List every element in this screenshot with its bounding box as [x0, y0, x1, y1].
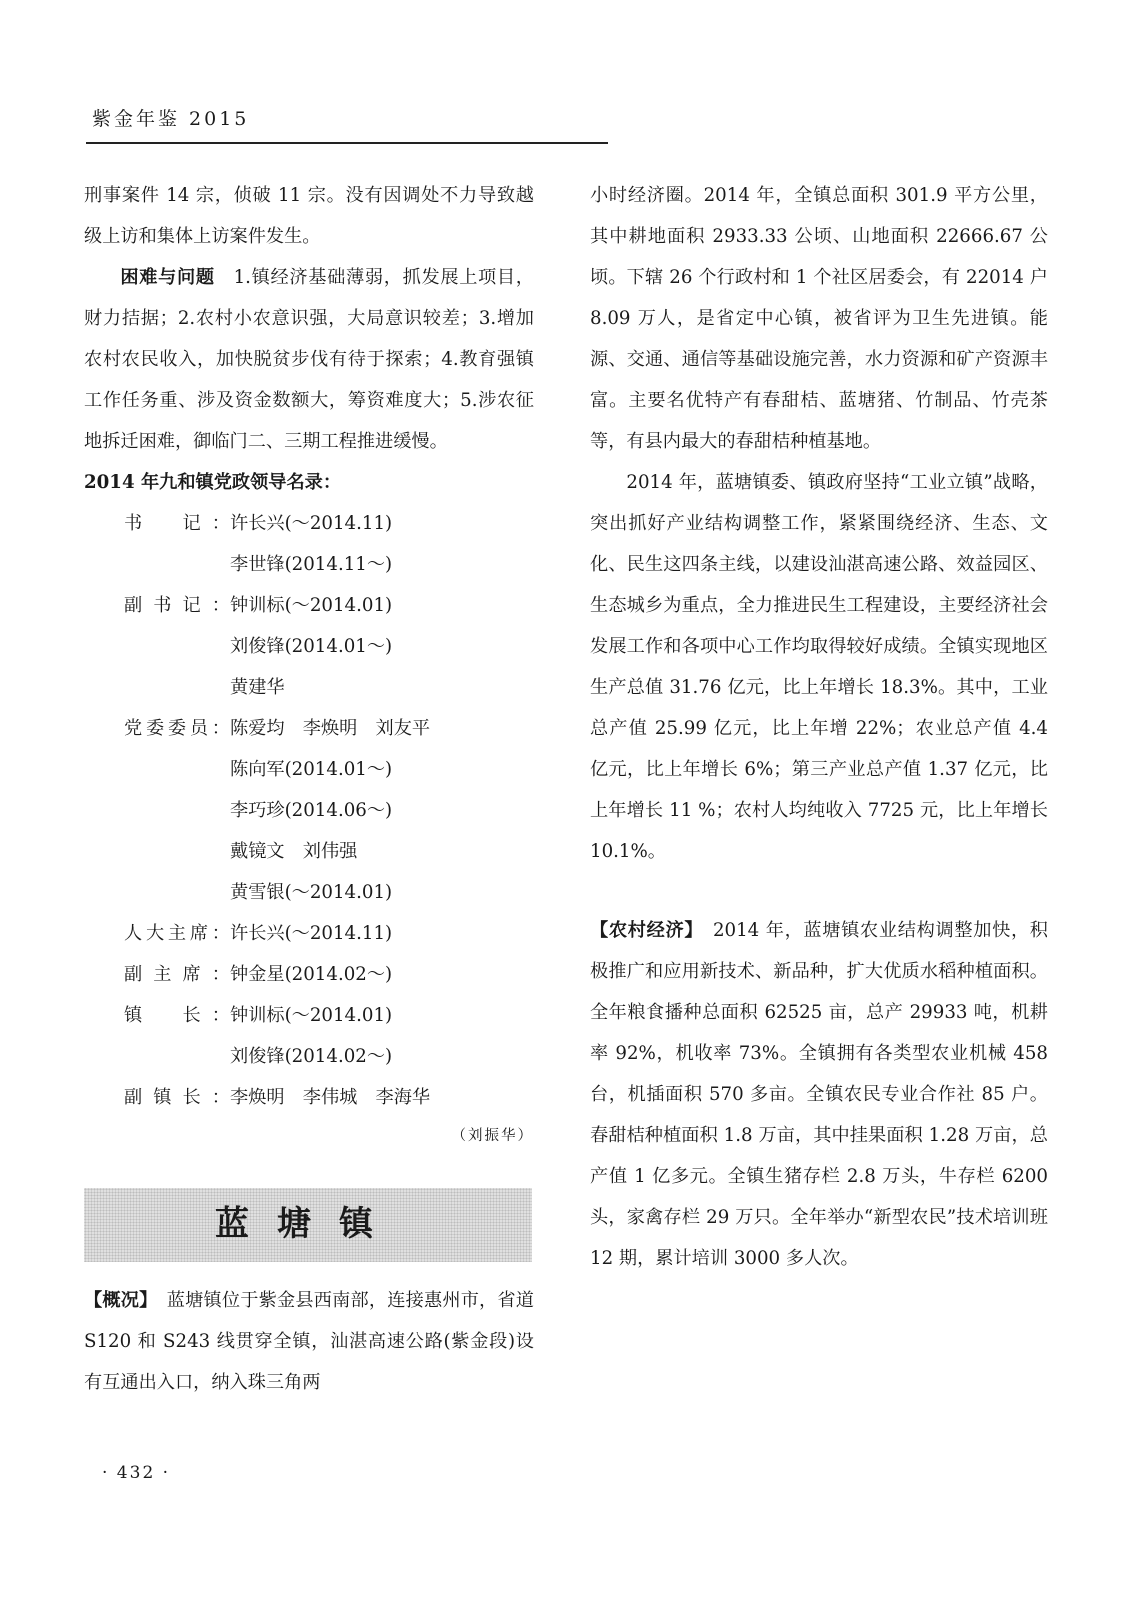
- paragraph-overview-continued: 小时经济圈。2014 年，全镇总面积 301.9 平方公里，其中耕地面积 2933.33 公顷、山地面积 22666.67 公顷。下辖 26 个行政村和 1 个社区居委会，有 22014 户 8.09 万人，是省定中心镇，被省评为卫生先进镇。能源、交通、通信等基础设施完善，水力资源和矿产资源丰富。主要名优特产有春甜桔、蓝塘猪、竹制品、竹壳茶等，有县内最大的春甜桔种植基地。: [590, 185, 1048, 452]
- roster-role: 副镇长：: [124, 1087, 230, 1108]
- roster-title: 2014 年九和镇党政领导名录：: [84, 472, 342, 493]
- roster-names: 钟训标(～2014.01): [230, 1005, 393, 1026]
- roster-names: 李焕明 李伟城 李海华: [230, 1087, 431, 1108]
- roster-names: 钟训标(～2014.01): [230, 595, 393, 616]
- paragraph-cases: 刑事案件 14 宗，侦破 11 宗。没有因调处不力导致越级上访和集体上访案件发生。: [84, 185, 534, 247]
- roster-row: [84, 585, 534, 626]
- author-credit: （刘振华）: [451, 1128, 534, 1144]
- roster-row: [84, 1077, 534, 1118]
- roster-continuation: 黄建华: [230, 677, 285, 698]
- paragraph-difficulties: [84, 257, 534, 462]
- roster-role: 人大主席：: [124, 923, 230, 944]
- paragraph-rural-economy: [590, 910, 1048, 1279]
- section-heading-box: [84, 1188, 532, 1262]
- difficulties-lead: 困难与问题: [120, 267, 215, 288]
- section-title: 蓝塘镇: [215, 1204, 401, 1244]
- roster-row: [84, 995, 534, 1036]
- roster-row: [84, 503, 534, 544]
- roster-role: 党委委员：: [124, 718, 230, 739]
- roster-row: [84, 913, 534, 954]
- roster-names: 许长兴(～2014.11): [230, 513, 393, 534]
- header-rule: [86, 142, 608, 144]
- paragraph-overview: [84, 1280, 534, 1403]
- paragraph-economy: 2014 年，蓝塘镇委、镇政府坚持“工业立镇”战略，突出抓好产业结构调整工作，紧紧围绕经济、生态、文化、民生这四条主线，以建设汕湛高速公路、效益园区、生态城乡为重点，全力推进民生工程建设，主要经济社会发展工作和各项中心工作均取得较好成绩。全镇实现地区生产总值 31.76 亿元，比上年增长 18.3%。其中，工业总产值 25.99 亿元，比上年增 22%；农业总产值 4.4 亿元，比上年增长 6%；第三产业总产值 1.37 亿元，比上年增长 11 %；农村人均纯收入 7725 元，比上年增长 10.1%。: [590, 472, 1048, 862]
- page-number: · 432 ·: [102, 1463, 171, 1483]
- roster-names: 许长兴(～2014.11): [230, 923, 393, 944]
- roster-continuation: 戴镜文 刘伟强: [230, 841, 358, 862]
- roster-role: 镇 长：: [124, 1005, 230, 1026]
- roster-continuation: 刘俊锋(2014.01～): [230, 636, 393, 657]
- left-column: [84, 175, 534, 1403]
- roster-names: 陈爱均 李焕明 刘友平: [230, 718, 431, 739]
- roster-continuation: 李巧珍(2014.06～): [230, 800, 393, 821]
- roster-names: 钟金星(2014.02～): [230, 964, 393, 985]
- overview-lead: 【概况】: [84, 1290, 149, 1311]
- paragraph-gap: [590, 872, 1048, 910]
- roster-continuation: 李世锋(2014.11～): [230, 554, 393, 575]
- running-header: 紫金年鉴 2015: [92, 108, 250, 130]
- roster-role: 书 记：: [124, 513, 230, 534]
- roster-row: [84, 954, 534, 995]
- right-column: [590, 175, 1048, 1279]
- overview-text: 蓝塘镇位于紫金县西南部，连接惠州市，省道 S120 和 S243 线贯穿全镇，汕湛高速公路(紫金段)设有互通出入口，纳入珠三角两: [84, 1290, 534, 1393]
- roster-continuation: 刘俊锋(2014.02～): [230, 1046, 393, 1067]
- roster-row: [84, 708, 534, 749]
- rural-economy-text: 2014 年，蓝塘镇农业结构调整加快，积极推广和应用新技术、新品种，扩大优质水稻种植面积。全年粮食播种总面积 62525 亩，总产 29933 吨，机耕率 92%，机收率 73%。全镇拥有各类型农业机械 458 台，机插面积 570 多亩。全镇农民专业合作社 85 户。春甜桔种植面积 1.8 万亩，其中挂果面积 1.28 万亩，总产值 1 亿多元。全镇生猪存栏 2.8 万头，牛存栏 6200 头，家禽存栏 29 万只。全年举办“新型农民”技术培训班 12 期，累计培训 3000 多人次。: [590, 920, 1048, 1269]
- rural-economy-lead: 【农村经济】: [590, 920, 695, 941]
- difficulties-text: 1.镇经济基础薄弱，抓发展上项目，财力拮据；2.农村小农意识强，大局意识较差；3.增加农村农民收入，加快脱贫步伐有待于探索；4.教育强镇工作任务重、涉及资金数额大，筹资难度大；5.涉农征地拆迁困难，御临门二、三期工程推进缓慢。: [84, 267, 534, 452]
- roster-role: 副书记：: [124, 595, 230, 616]
- roster-continuation: 黄雪银(～2014.01): [230, 882, 393, 903]
- roster-continuation: 陈向军(2014.01～): [230, 759, 393, 780]
- roster-role: 副主席：: [124, 964, 230, 985]
